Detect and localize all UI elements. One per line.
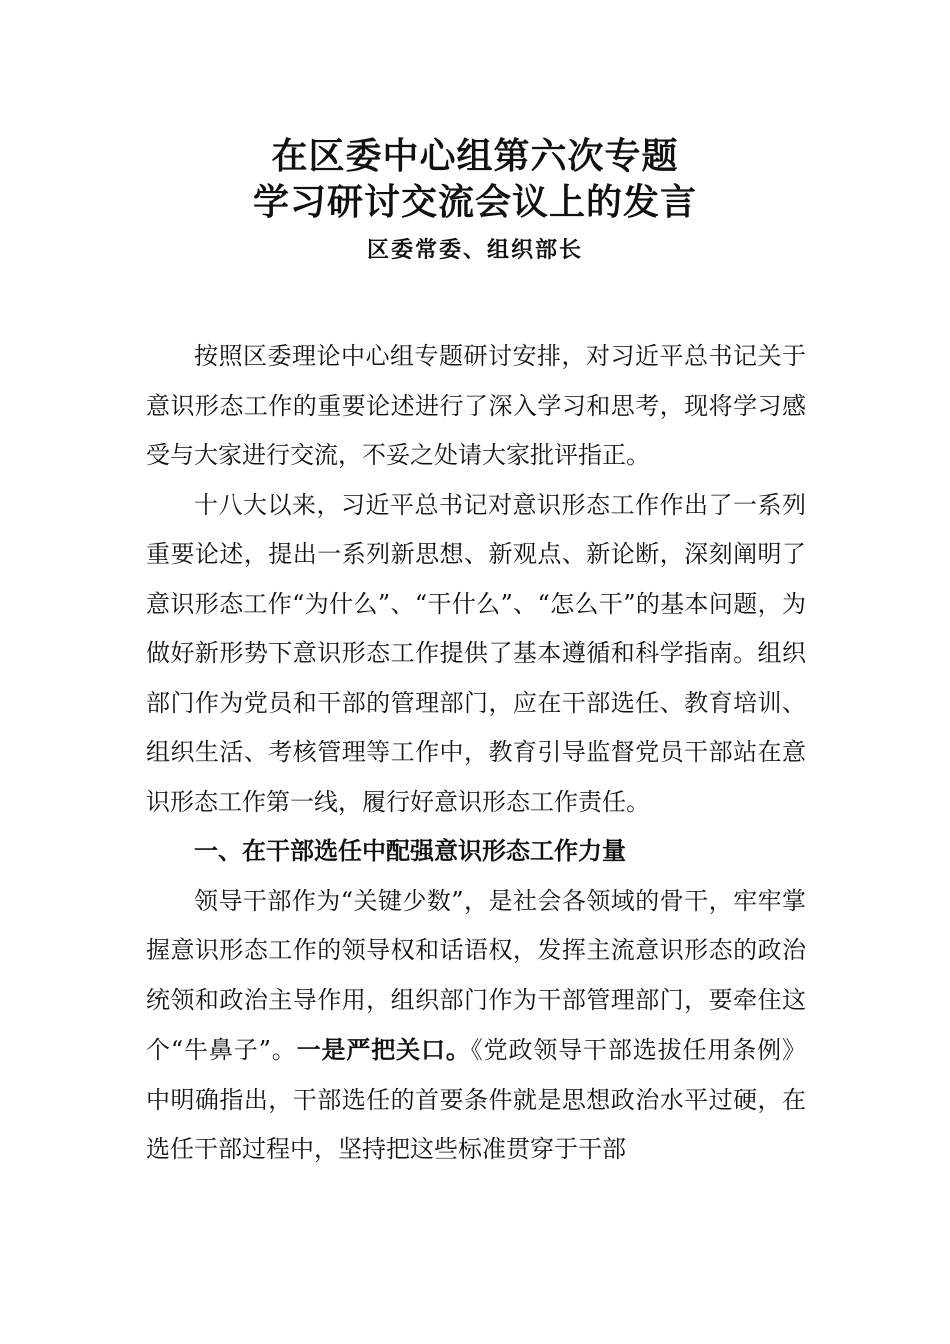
document-title-line-2: 学习研讨交流会议上的发言 [252, 181, 697, 223]
paragraph-intro: 按照区委理论中心组专题研讨安排，对习近平总书记关于意识形态工作的重要论述进行了深入学习和思考，现将学习感受与大家进行交流，不妥之处请大家批评指正。 [146, 342, 806, 469]
section-1-text-start: 领导干部作为“关键少数”，是社会各领域的骨干，牢牢掌握意识形态工作的领导权和话语权，发挥主流意识形态的政治统领和政治主导作用，组织部门作为干部管理部门，要牵住这个“牛鼻子”。 [146, 886, 806, 1064]
paragraph-section-1 [146, 877, 806, 1175]
section-1-bold-point: 一是严把关口。 [296, 1035, 471, 1064]
document-title-line-1: 在区委中心组第六次专题 [271, 135, 679, 177]
paragraph-background: 十八大以来，习近平总书记对意识形态工作作出了一系列重要论述，提出一系列新思想、新观点、新论断，深刻阐明了意识形态工作“为什么”、“干什么”、“怎么干”的基本问题，为做好新形势下意识形态工作提供了基本遵循和科学指南。组织部门作为党员和干部的管理部门，应在干部选任、教育培训、组织生活、考核管理等工作中，教育引导监督党员干部站在意识形态工作第一线，履行好意识形态工作责任。 [146, 490, 806, 816]
section-1-text-rest: 《党政领导干部选拔任用条例》中明确指出，干部选任的首要条件就是思想政治水平过硬，在选任干部过程中，坚持把这些标准贯穿于干部 [146, 1036, 807, 1163]
document-body [146, 332, 806, 1175]
section-heading-1: 一、在干部选任中配强意识形态工作力量 [194, 837, 626, 865]
document-subtitle: 区委常委、组织部长 [366, 237, 583, 263]
